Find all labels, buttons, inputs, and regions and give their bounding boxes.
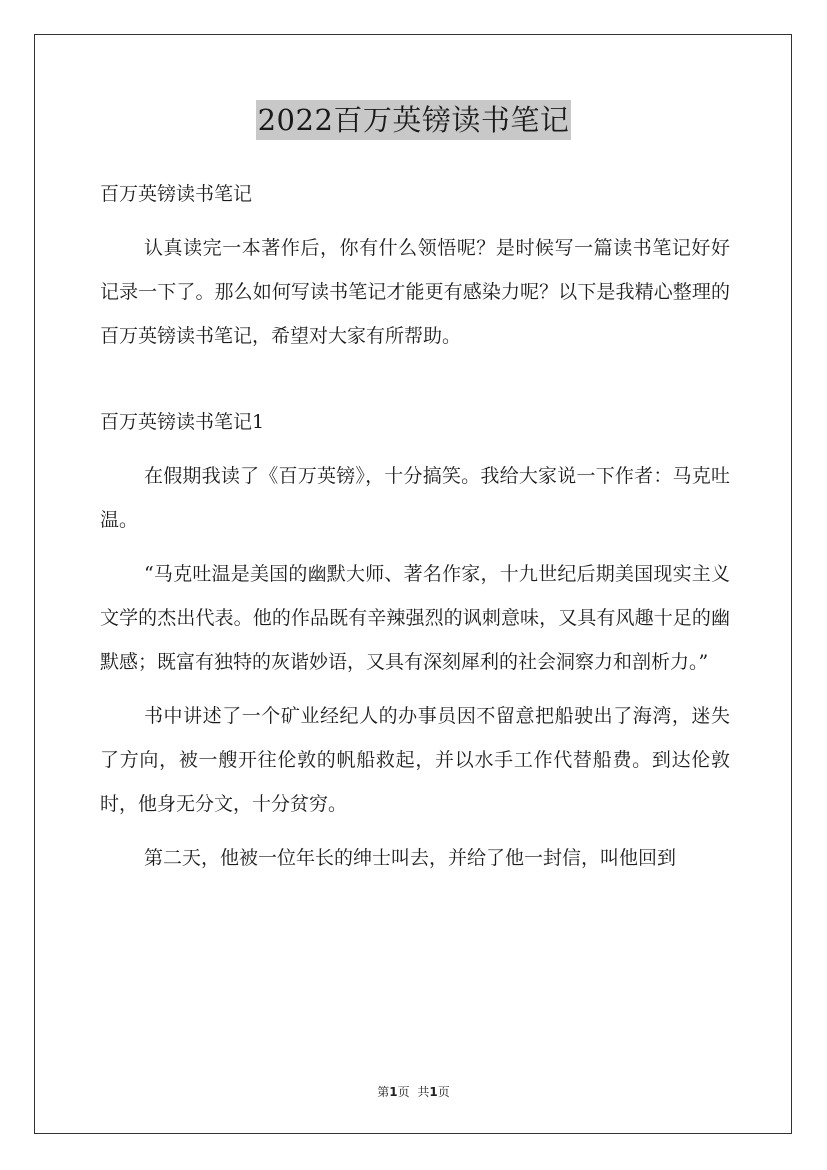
body-paragraph: 在假期我读了《百万英镑》，十分搞笑。我给大家说一下作者：马克吐温。 xyxy=(100,465,730,531)
footer-page-prefix: 第 xyxy=(377,1085,390,1099)
footer-page-suffix: 页 xyxy=(397,1085,410,1099)
body-paragraph: 第二天，他被一位年长的绅士叫去，并给了他一封信，叫他回到 xyxy=(144,847,677,869)
footer-page-number: 1 xyxy=(389,1085,398,1099)
quote-paragraph: “马克吐温是美国的幽默大师、著名作家，十九世纪后期美国现实主义文学的杰出代表。他的作品既有辛辣强烈的讽刺意味，又具有风趣十足的幽默感；既富有独特的灰谐妙语，又具有深刻犀利的社会洞察力和剖析力。” xyxy=(100,563,730,673)
page-footer xyxy=(0,1083,827,1100)
spacer xyxy=(100,216,730,226)
intro-paragraph: 认真读完一本著作后，你有什么领悟呢？是时候写一篇读书笔记好好记录一下了。那么如何写读书笔记才能更有感染力呢？以下是我精心整理的百万英镑读书笔记，希望对大家有所帮助。 xyxy=(100,237,730,347)
section-heading: 百万英镑读书笔记1 xyxy=(100,411,265,433)
footer-total-prefix: 共 xyxy=(417,1085,430,1099)
spacer xyxy=(100,826,730,836)
body-paragraph: 书中讲述了一个矿业经纪人的办事员因不留意把船驶出了海湾，迷失了方向，被一艘开往伦敦的帆船救起，并以水手工作代替船费。到达伦敦时，他身无分文，十分贫穷。 xyxy=(100,705,730,815)
spacer xyxy=(100,542,730,552)
footer-total-suffix: 页 xyxy=(437,1085,450,1099)
spacer xyxy=(100,444,730,454)
document-body xyxy=(100,172,730,880)
spacer xyxy=(100,390,730,400)
document-title: 2022百万英镑读书笔记 xyxy=(256,100,572,140)
spacer xyxy=(100,358,730,390)
footer-total-pages: 1 xyxy=(429,1085,438,1099)
title-container xyxy=(0,100,827,140)
document-subtitle: 百万英镑读书笔记 xyxy=(100,183,253,205)
spacer xyxy=(100,684,730,694)
